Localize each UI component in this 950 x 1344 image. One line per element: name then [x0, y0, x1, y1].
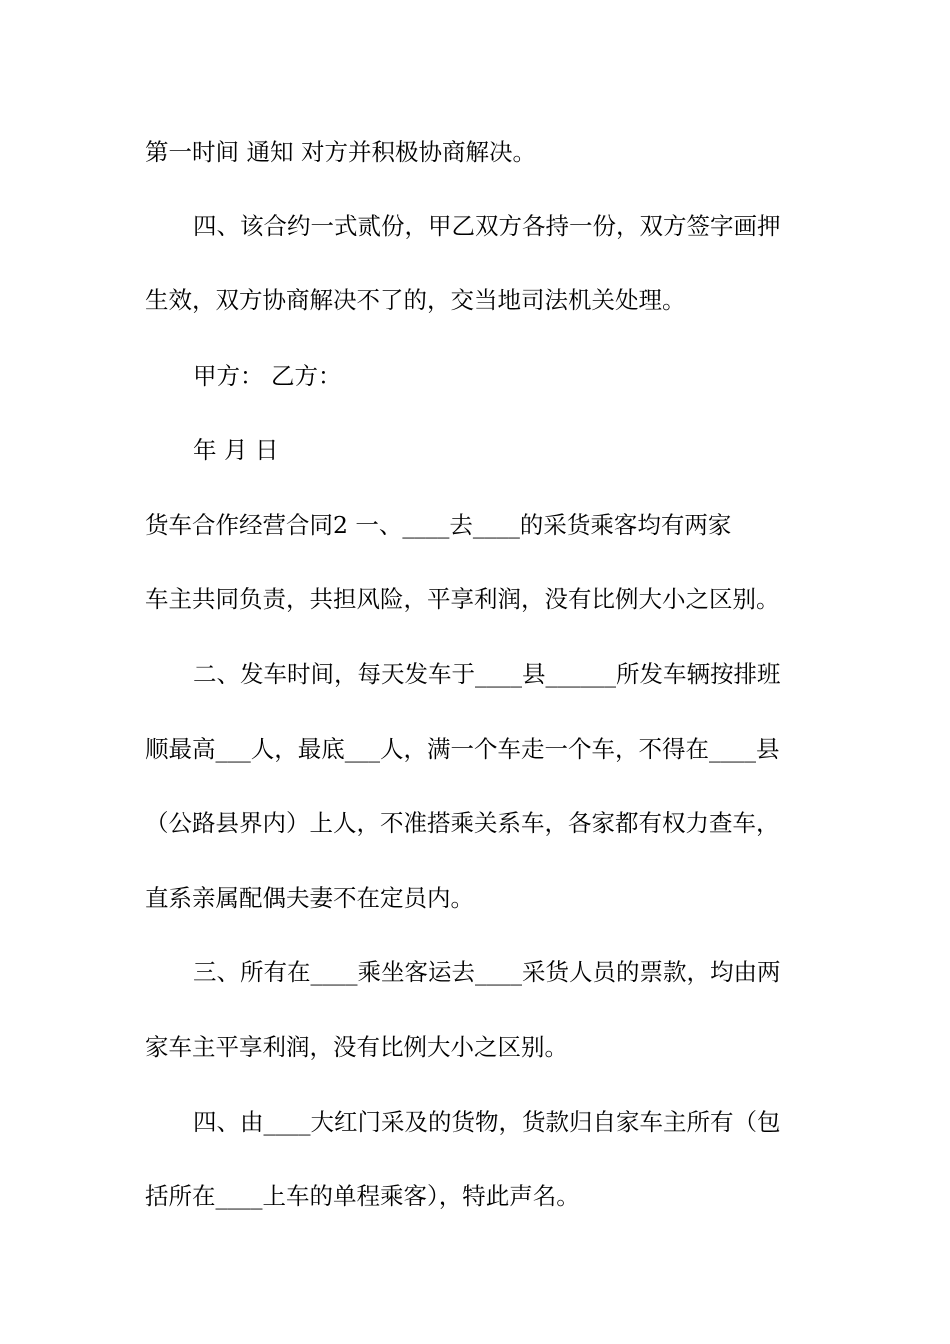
paragraph-line: 第一时间 通知 对方并积极协商解决。 — [145, 138, 536, 166]
paragraph-line: 括所在____上车的单程乘客），特此声名。 — [145, 1182, 580, 1210]
signature-line: 甲方： 乙方： — [193, 362, 342, 390]
paragraph-line: 四、由____大红门采及的货物，货款归自家车主所有（包 — [193, 1108, 781, 1136]
paragraph-line: （公路县界内）上人，不准搭乘关系车，各家都有权力查车， — [145, 809, 780, 837]
paragraph-line: 生效，双方协商解决不了的，交当地司法机关处理。 — [145, 286, 686, 314]
paragraph-line: 车主共同负责，共担风险，平享利润，没有比例大小之区别。 — [145, 585, 780, 613]
paragraph-line: 二、发车时间，每天发车于____县______所发车辆按排班 — [193, 660, 781, 688]
date-line: 年 月 日 — [193, 436, 279, 464]
paragraph-line: 四、该合约一式贰份，甲乙双方各持一份，双方签字画押 — [193, 212, 781, 240]
contract-title-line: 货车合作经营合同2 一、____去____的采货乘客均有两家 — [145, 511, 732, 539]
paragraph-line: 直系亲属配偶夫妻不在定员内。 — [145, 884, 474, 912]
paragraph-line: 家车主平享利润，没有比例大小之区别。 — [145, 1033, 568, 1061]
paragraph-line: 顺最高___人，最底___人，满一个车走一个车，不得在____县 — [145, 735, 780, 763]
paragraph-line: 三、所有在____乘坐客运去____采货人员的票款，均由两 — [193, 958, 781, 986]
